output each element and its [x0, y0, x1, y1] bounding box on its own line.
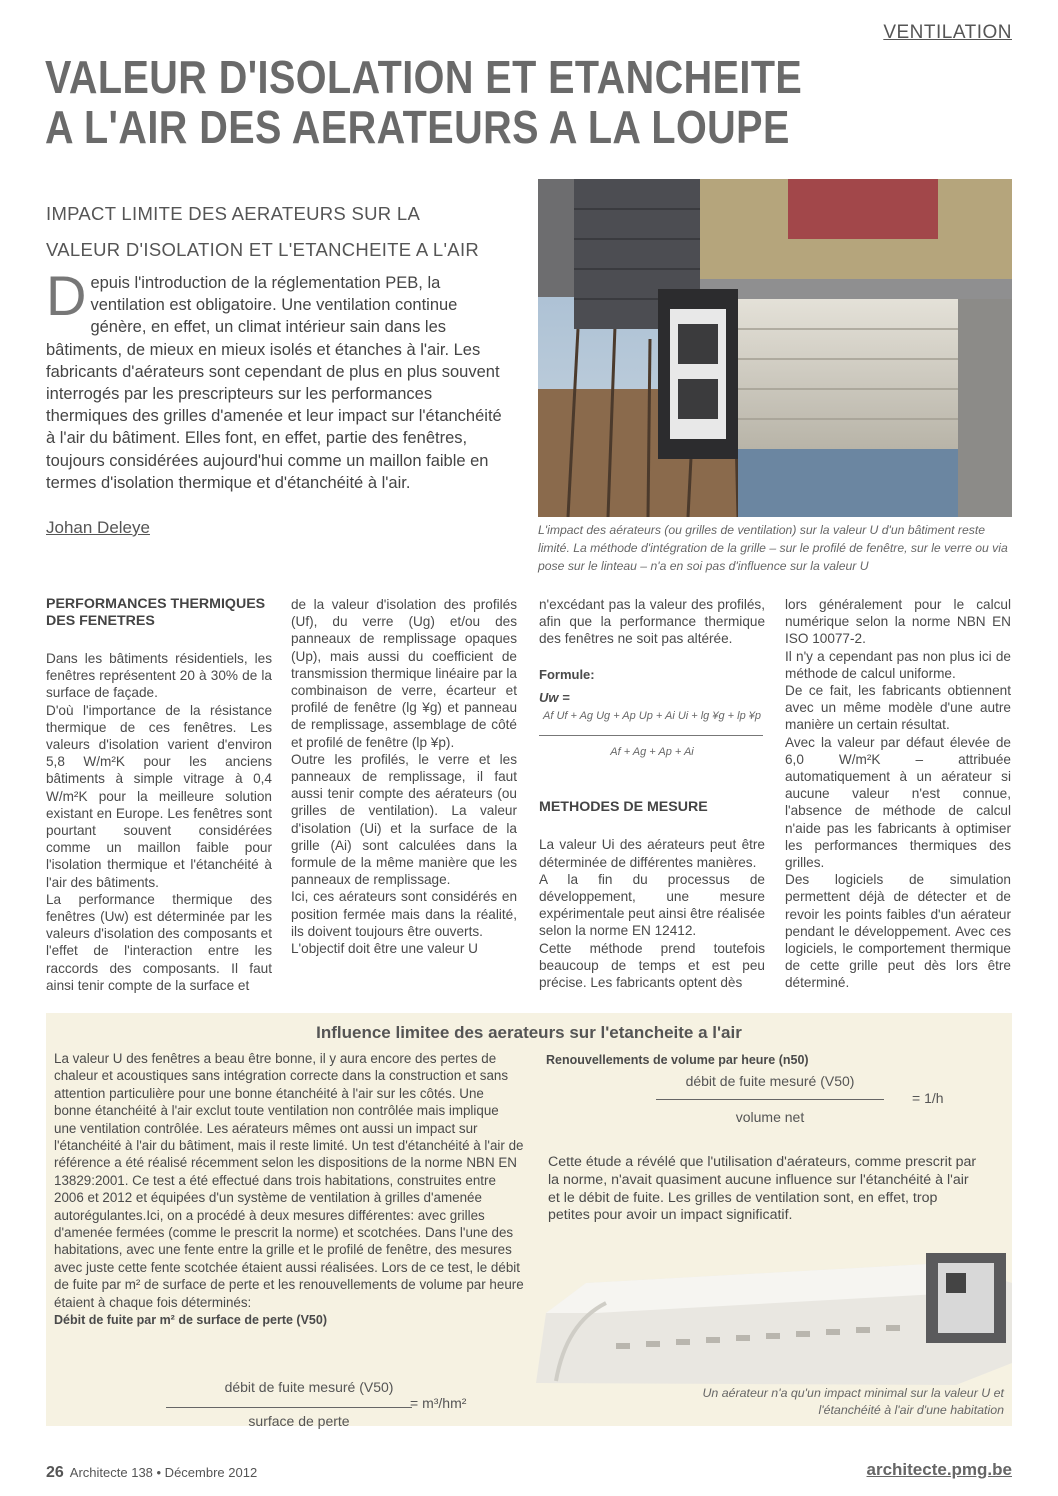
col3-paragraph-3: A la fin du processus de développement, une mesure expérimentale peut ainsi être réalisée selon la norme EN 12412. [539, 871, 765, 939]
drop-cap: D [46, 264, 87, 327]
aerator-product-image [526, 1243, 1012, 1385]
col2-paragraph-4: L'objectif doit être une valeur U [291, 941, 478, 957]
n50-numerator: débit de fuite mesuré (V50) [685, 1073, 855, 1089]
col4-paragraph-5: Des logiciels de simulation permettent déjà de détecter et de revoir les points faibles d'un aérateur pendant le développement. Avec ces logiciels, le comportement thermique de cette grille peut dès lors être déterminé. [785, 872, 1011, 991]
col3-paragraph-4: Cette méthode prend toutefois beaucoup de temps et est peu précise. Les fabricants optent dès [539, 940, 765, 991]
section-tag: VENTILATION [883, 22, 1012, 43]
fraction-bar [539, 735, 763, 736]
n50-label: Renouvellements de volume par heure (n50) [546, 1053, 809, 1067]
col3-paragraph-1: n'excédant pas la valeur des profilés, afin que la performance thermique des fenêtres ne soit pas altérée. [539, 597, 765, 647]
page-number: 26 [46, 1464, 64, 1481]
title-line-1: VALEUR D'ISOLATION ET ETANCHEITE [45, 51, 803, 103]
box-left-paragraph: La valeur U des fenêtres a beau être bonne, il y aura encore des pertes de chaleur et acoustiques sans intégration correcte dans la construction et sans attention particulière pour une bonne étanchéité à l'air sur les côtés. Une bonne étanchéité à l'air exclut toute ventilation non contrôlée mais implique une ventilation contrôlée. Les aérateurs mêmes ont aussi un impact sur l'étanchéité à l'air du bâtiment, mais il reste limité. Un test d'étanchéité à l'air de référence a été réalisé récemment selon les dispositions de la norme NBN EN 13829:2001. Ce test a été effectué dans trois habitations, construites entre 2006 et 2012 et équipées d'un système de ventilation à grilles d'amenée autorégulantes.Ici, on a procédé à deux mesures différentes: avec grilles d'amenée fermées (comme le prescrit la norme) et scotchées. Dans l'une des habitations, avec une fente entre la grille et le profilé de fenêtre, des mesures avec juste cette fente scotchée étaient aussi réalisées. Lors de ce test, le débit de fuite par m² de surface de perte et les renouvellements de volume par heure étaient à chaque fois déterminés: [54, 1051, 524, 1310]
subtitle-line-1: IMPACT LIMITE DES AERATEURS SUR LA [46, 203, 421, 224]
fraction-bar [166, 1407, 412, 1408]
v50-label: Débit de fuite par m² de surface de perte (V50) [54, 1313, 327, 1328]
sidebar-box [46, 1013, 1012, 1429]
fraction-bar [656, 1099, 884, 1100]
box-image-caption: Un aérateur n'a qu'un impact minimal sur la valeur U et l'étanchéité à l'air d'une habitation [702, 1386, 1004, 1417]
n50-unit: = 1/h [912, 1090, 944, 1106]
col1-paragraph-1: Dans les bâtiments résidentiels, les fenêtres représentent 20 à 30% de la surface de façade. [46, 651, 272, 701]
formula-label: Formule: [539, 666, 595, 682]
box-left-text [54, 1050, 524, 1330]
lead-text: epuis l'introduction de la réglementation PEB, la ventilation est obligatoire. Une ventilation continue génère, en effet, un climat intérieur sain dans les bâtiments, de mieux en mieux isolés et étanches à l'air. Les fabricants d'aérateurs sont cependant de plus en plus souvent interrogés par les prescripteurs sur les performances thermiques des grilles d'amenée et leur impact sur l'étanchéité à l'air du bâtiment. Elles font, en effet, partie des fenêtres, toujours considérées aujourd'hui comme un maillon faible en termes d'isolation thermique et d'étanchéité à l'air. [46, 274, 502, 492]
col1-paragraph-2: D'où l'importance de la résistance thermique de ces fenêtres. Les valeurs d'isolation varient d'environ 5,8 W/m²K pour les anciens bâtiments à simple vitrage à 0,4 W/m²K pour la meilleure solution existant en Europe. Les fenêtres sont pourtant souvent considérées comme un maillon faible pour l'isolation thermique et l'étanchéité à l'air des bâtiments. [46, 702, 272, 890]
heading-performances: PERFORMANCES THERMIQUES DES FENETRES [46, 596, 266, 629]
n50-denominator: volume net [735, 1109, 805, 1125]
footer-issue [46, 1464, 257, 1482]
uw-formula-denominator: Af + Ag + Ap + Ai [610, 746, 694, 759]
v50-unit: = m³/hm² [410, 1395, 467, 1411]
formula-uw: Uw = [539, 689, 570, 705]
title-line-2: A L'AIR DES AERATEURS A LA LOUPE [45, 101, 790, 153]
article-title [45, 52, 871, 152]
column-2 [291, 596, 517, 957]
issue-info: Architecte 138 • Décembre 2012 [69, 1465, 258, 1480]
column-4 [785, 596, 1011, 992]
uw-formula [539, 708, 765, 761]
col2-paragraph-2: Outre les profilés, le verre et les panneaux de remplissage, il faut aussi tenir compte des aérateurs (ou grilles de ventilation). La valeur d'isolation (Ui) et la surface de la grille (Ai) sont calculées dans la formule de la même manière que les panneaux de remplissage. [291, 751, 517, 888]
photo-caption: L'impact des aérateurs (ou grilles de ventilation) sur la valeur U d'un bâtiment reste limité. La méthode d'intégration de la grille – sur le profilé de fenêtre, sur le verre ou via pose sur le linteau – n'a en soi pas d'influence sur la valeur U [538, 523, 1008, 573]
col4-paragraph-4: Avec la valeur par défaut élevée de 6,0 W/m²K – attribuée automatiquement à un aérateur si aucune valeur n'est connue, l'absence de méthode de calcul n'aide pas les fabricants à optimiser les performances thermiques des grilles. [785, 734, 1011, 871]
column-3 [539, 596, 765, 991]
lead-paragraph [46, 264, 511, 494]
uw-formula-numerator: Af Uf + Ag Ug + Ap Up + Ai Ui + lg ¥g + lp ¥p [543, 710, 761, 723]
v50-denominator: surface de perte [248, 1413, 350, 1429]
col4-paragraph-2: Il n'y a cependant pas non plus ici de méthode de calcul uniforme. [785, 648, 1011, 681]
col4-paragraph-3: De ce fait, les fabricants obtiennent avec un même modèle d'une autre manière un certain résultat. [785, 683, 1011, 733]
col1-paragraph-3: La performance thermique des fenêtres (Uw) est déterminée par les valeurs d'isolation des composants et l'effet de l'interaction entre les raccords des composants. Il faut ainsi tenir compte de la surface et [46, 891, 272, 993]
window-aerator-photo [538, 179, 1012, 517]
v50-numerator: débit de fuite mesuré (V50) [224, 1379, 394, 1395]
website-link[interactable]: architecte.pmg.be [866, 1460, 1012, 1479]
author-link[interactable]: Johan Deleye [46, 518, 150, 537]
subtitle-line-2: VALEUR D'ISOLATION ET L'ETANCHEITE A L'AIR [46, 239, 480, 260]
heading-methodes: METHODES DE MESURE [539, 799, 708, 816]
photo-illustration [538, 179, 1012, 517]
column-1 [46, 596, 272, 994]
article-subtitle [46, 196, 516, 268]
col3-paragraph-2: La valeur Ui des aérateurs peut être déterminée de différentes manières. [539, 837, 765, 870]
col2-paragraph-1: de la valeur d'isolation des profilés (Uf), du verre (Ug) et/ou des panneaux de remplissage opaques (Up), mais aussi du coefficient de transmission thermique linéaire par la combinaison de verre, écarteur et profilé de fenêtre (lg ¥g) et panneau de remplissage, assemblage de côté et profilé de fenêtre (lp ¥p). [291, 597, 517, 750]
col2-paragraph-3: Ici, ces aérateurs sont considérés en position fermée mais dans la réalité, ils doivent toujours être ouverts. [291, 889, 517, 939]
box-title: Influence limitee des aerateurs sur l'etancheite a l'air [316, 1023, 742, 1042]
col4-paragraph-1: lors généralement pour le calcul numérique selon la norme NBN EN ISO 10077-2. [785, 597, 1011, 647]
box-conclusion: Cette étude a révélé que l'utilisation d'aérateurs, comme prescrit par la norme, n'avait quasiment aucune influence sur l'étanchéité à l'air et le débit de fuite. Les grilles de ventilation sont, en effet, trop petites pour avoir un impact significatif. [548, 1154, 977, 1224]
